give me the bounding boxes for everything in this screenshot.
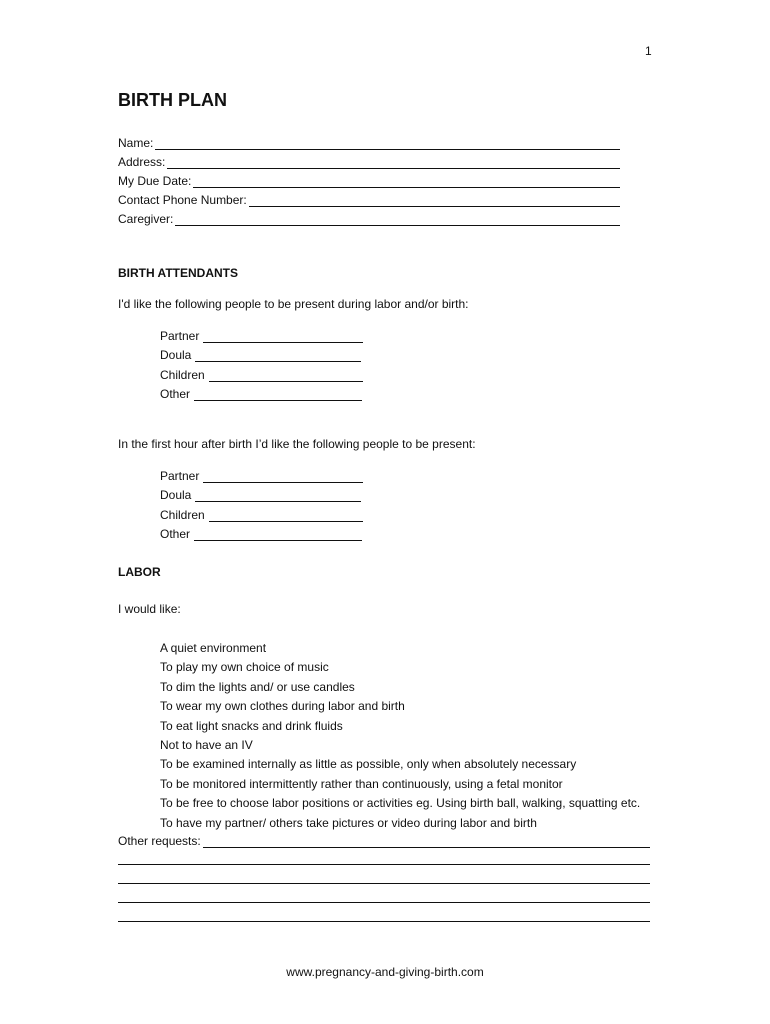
attendant-label: Other: [160, 527, 191, 541]
labor-option: To be free to choose labor positions or activities eg. Using birth ball, walking, squatting etc.: [160, 796, 641, 811]
attendant-input-line[interactable]: [203, 471, 363, 483]
other-requests-input-line[interactable]: [203, 836, 650, 848]
address-field[interactable]: [118, 155, 620, 169]
labor-attendant-children[interactable]: [160, 368, 363, 382]
name-label: Name:: [118, 136, 154, 150]
due-date-field[interactable]: [118, 174, 620, 188]
labor-attendants-prompt: I'd like the following people to be present during labor and/or birth:: [118, 297, 469, 311]
labor-option: To play my own choice of music: [160, 660, 329, 675]
attendant-label: Partner: [160, 329, 200, 343]
attendant-input-line[interactable]: [195, 350, 361, 362]
first-hour-attendant-doula[interactable]: [160, 488, 361, 502]
labor-option: To dim the lights and/ or use candles: [160, 679, 355, 694]
attendant-input-line[interactable]: [194, 529, 362, 541]
attendant-label: Children: [160, 368, 205, 382]
contact-phone-input-line[interactable]: [249, 195, 620, 207]
attendant-input-line[interactable]: [195, 490, 361, 502]
address-input-line[interactable]: [167, 157, 620, 169]
attendant-label: Partner: [160, 469, 200, 483]
attendant-label: Children: [160, 508, 205, 522]
attendant-input-line[interactable]: [209, 510, 363, 522]
labor-option: A quiet environment: [160, 641, 267, 655]
other-requests-blank-line[interactable]: [118, 921, 650, 922]
other-requests-blank-line[interactable]: [118, 864, 650, 865]
labor-option: To eat light snacks and drink fluids: [160, 718, 343, 733]
birth-attendants-heading: BIRTH ATTENDANTS: [118, 266, 238, 280]
caregiver-field[interactable]: [118, 212, 620, 226]
caregiver-label: Caregiver:: [118, 212, 174, 226]
labor-option: To be examined internally as little as possible, only when absolutely necessary: [160, 757, 577, 772]
due-date-input-line[interactable]: [193, 176, 620, 188]
labor-attendant-doula[interactable]: [160, 348, 361, 362]
other-requests-blank-line[interactable]: [118, 883, 650, 884]
labor-option: To wear my own clothes during labor and birth: [160, 699, 405, 714]
labor-option: Not to have an IV: [160, 737, 253, 752]
labor-option: To have my partner/ others take pictures or video during labor and birth: [160, 815, 537, 830]
attendant-input-line[interactable]: [194, 389, 362, 401]
attendant-label: Doula: [160, 488, 192, 502]
attendant-input-line[interactable]: [209, 370, 363, 382]
labor-attendant-other[interactable]: [160, 387, 362, 401]
attendant-label: Doula: [160, 348, 192, 362]
other-requests-label: Other requests:: [118, 834, 201, 848]
page-title: BIRTH PLAN: [118, 90, 227, 110]
attendant-input-line[interactable]: [203, 331, 363, 343]
address-label: Address:: [118, 155, 166, 169]
caregiver-input-line[interactable]: [175, 214, 620, 226]
first-hour-attendant-partner[interactable]: [160, 469, 363, 483]
name-input-line[interactable]: [155, 138, 620, 150]
other-requests-field[interactable]: [118, 834, 650, 848]
contact-phone-field[interactable]: [118, 193, 620, 207]
labor-heading: LABOR: [118, 565, 161, 579]
labor-attendant-partner[interactable]: [160, 329, 363, 343]
page-number: 1: [645, 44, 652, 58]
footer-website: www.pregnancy-and-giving-birth.com: [286, 965, 484, 979]
first-hour-attendant-other[interactable]: [160, 527, 362, 541]
name-field[interactable]: [118, 136, 620, 150]
due-date-label: My Due Date:: [118, 174, 192, 188]
other-requests-blank-line[interactable]: [118, 902, 650, 903]
attendant-label: Other: [160, 387, 191, 401]
contact-phone-label: Contact Phone Number:: [118, 193, 247, 207]
first-hour-attendant-children[interactable]: [160, 508, 363, 522]
first-hour-prompt: In the first hour after birth I’d like the following people to be present:: [118, 437, 476, 451]
labor-intro: I would like:: [118, 602, 181, 616]
labor-option: To be monitored intermittently rather than continuously, using a fetal monitor: [160, 776, 563, 791]
labor-options-list: [160, 640, 640, 834]
